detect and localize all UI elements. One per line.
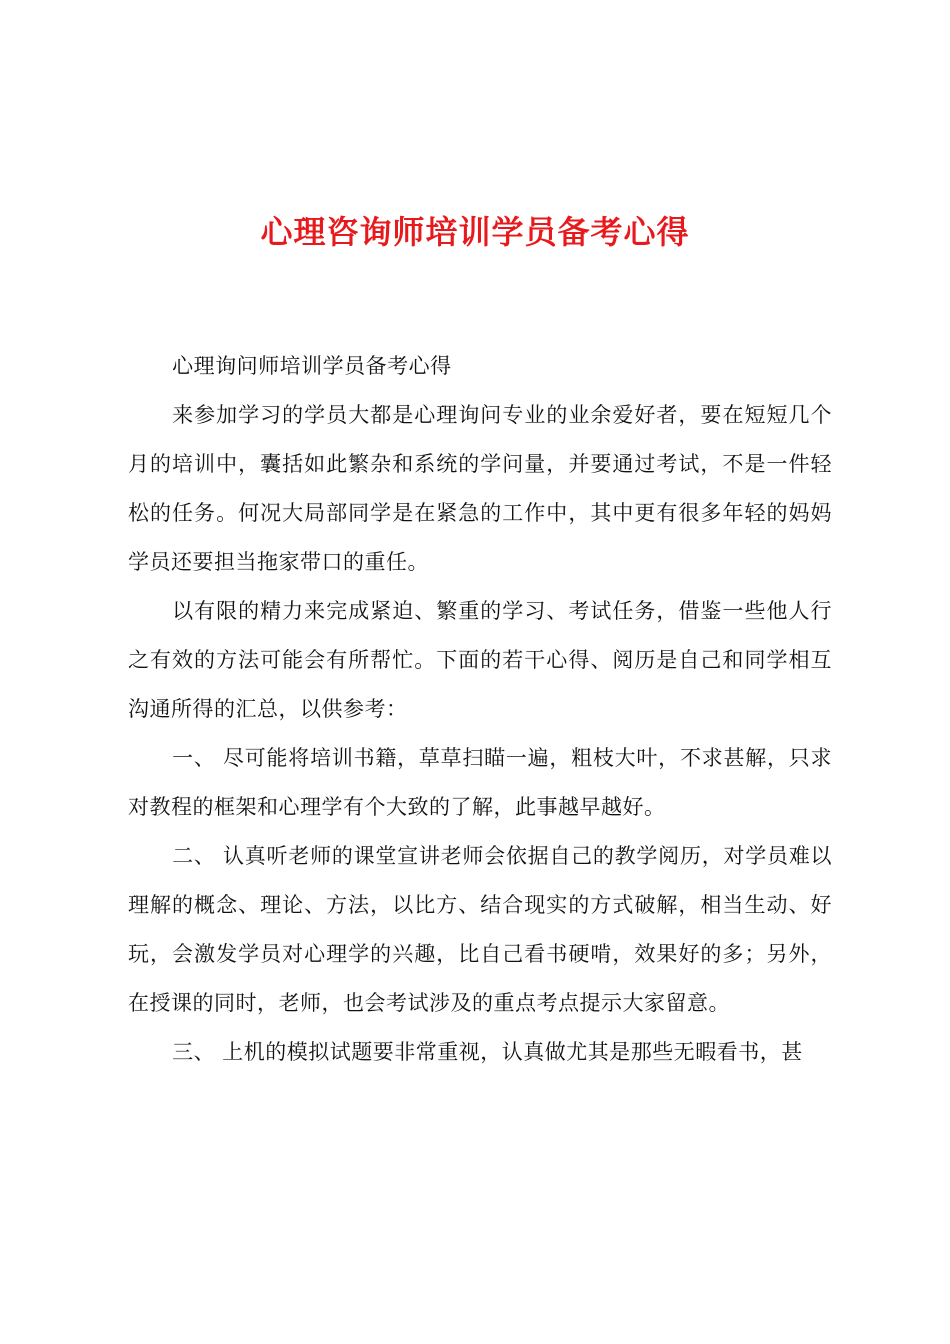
paragraph-method: 以有限的精力来完成紧迫、繁重的学习、考试任务，借鉴一些他人行之有效的方法可能会有所帮忙。下面的若干心得、阅历是自己和同学相互沟通所得的汇总，以供参考： [128, 599, 832, 721]
paragraph-point-one: 一、 尽可能将培训书籍，草草扫瞄一遍，粗枝大叶，不求甚解，只求对教程的框架和心理学有个大致的了解，此事越早越好。 [128, 746, 832, 819]
paragraph-subtitle: 心理询问师培训学员备考心得 [172, 354, 452, 378]
paragraph-point-two: 二、 认真听老师的课堂宣讲老师会依据自己的教学阅历，对学员难以理解的概念、理论、方法，以比方、结合现实的方式破解，相当生动、好玩，会激发学员对心理学的兴趣，比自己看书硬啃，效果好的多；另外，在授课的同时，老师，也会考试涉及的重点考点提示大家留意。 [128, 844, 832, 1015]
document-title: 心理咨询师培训学员备考心得 [260, 213, 690, 251]
paragraph-point-three: 三、 上机的模拟试题要非常重视，认真做尤其是那些无暇看书，甚 [172, 1040, 803, 1064]
paragraph-intro: 来参加学习的学员大都是心理询问专业的业余爱好者，要在短短几个月的培训中，囊括如此繁杂和系统的学问量，并要通过考试，不是一件轻松的任务。何况大局部同学是在紧急的工作中，其中更有很多年轻的妈妈学员还要担当拖家带口的重任。 [128, 403, 832, 574]
document-body [128, 342, 832, 1077]
